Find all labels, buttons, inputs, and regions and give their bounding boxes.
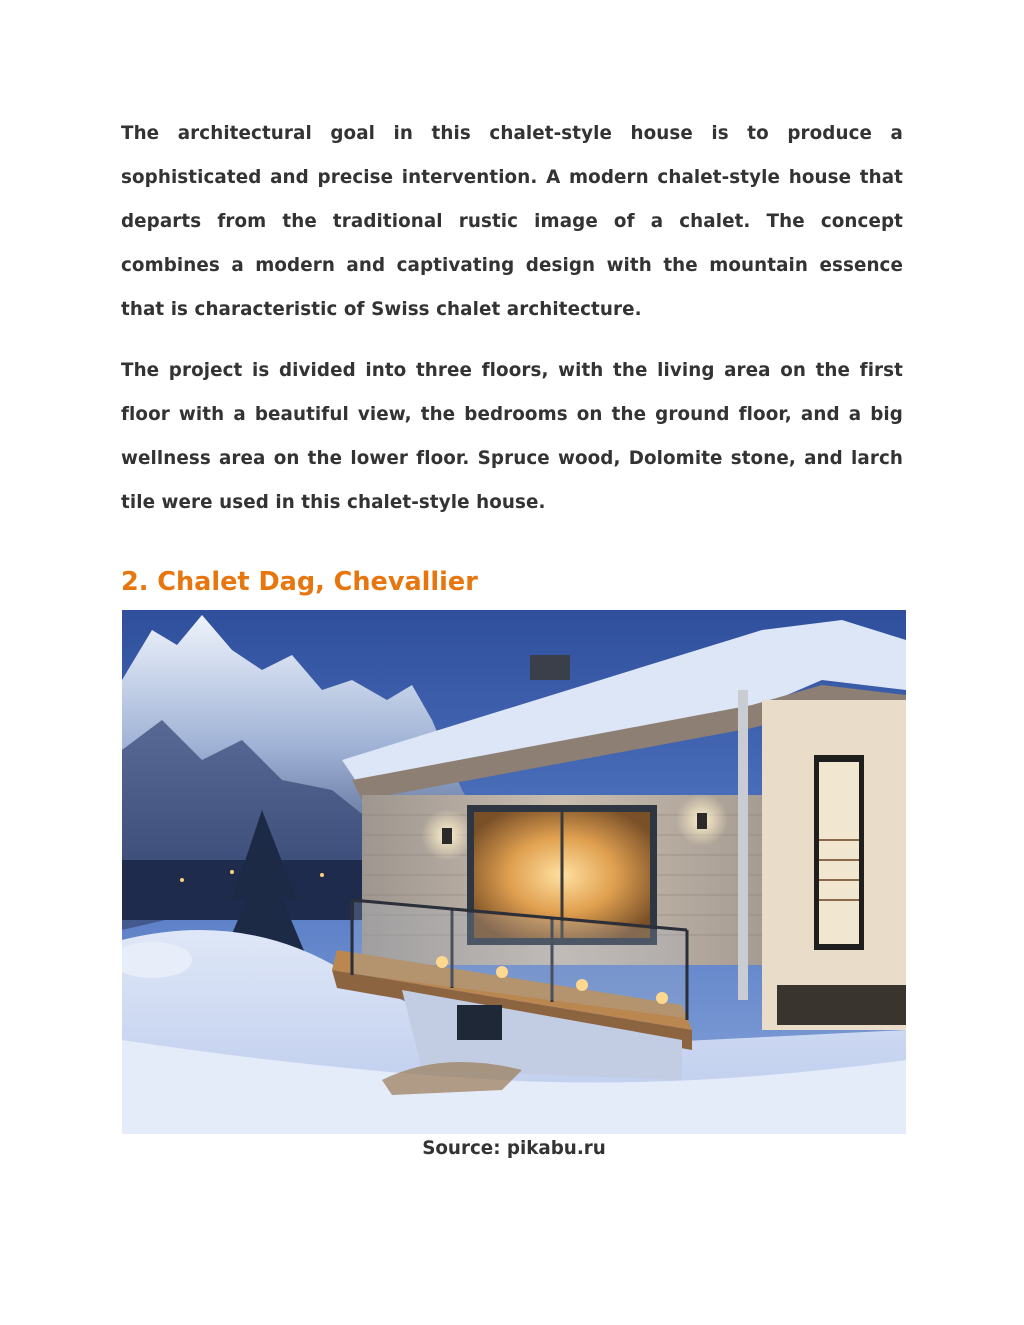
- paragraph-intro: The architectural goal in this chalet-style house is to produce a sophisticated and precise intervention. A modern chalet-style house that departs from the traditional rustic image of a chalet. The concept combines a modern and captivating design with the mountain essence that is characteristic of Swiss chalet architecture.: [121, 123, 903, 320]
- paragraph-floors: The project is divided into three floors, with the living area on the first floor with a beautiful view, the bedrooms on the ground floor, and a big wellness area on the lower floor. Spruce wood, Dolomite stone, and larch tile were used in this chalet-style house.: [121, 360, 903, 513]
- section-heading: 2. Chalet Dag, Chevallier: [121, 567, 478, 597]
- chalet-photo: [122, 610, 906, 1134]
- image-caption: Source: pikabu.ru: [422, 1138, 606, 1159]
- article-body: [121, 112, 903, 606]
